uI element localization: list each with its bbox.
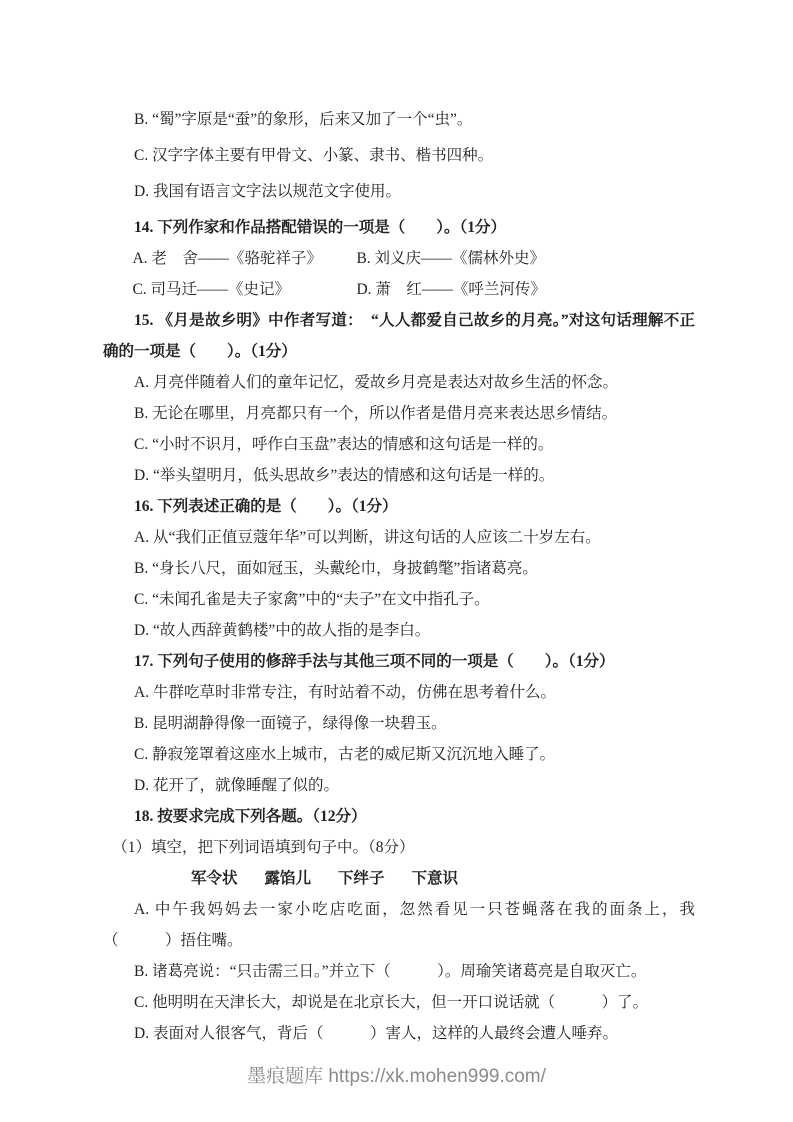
option-17-a: A. 牛群吃草时非常专注，有时站着不动，仿佛在思考着什么。 — [134, 684, 556, 701]
exam-content — [103, 104, 695, 1049]
question-15-stem: 15. 《月是故乡明》中作者写道： “人人都爱自己故乡的月亮。”对这句话理解不正确的一项是（ ）。（1分） — [103, 312, 695, 360]
question-14-stem: 14. 下列作家和作品搭配错误的一项是（ ）。（1分） — [134, 219, 507, 236]
word-bank-item: 军令状 — [191, 870, 238, 887]
option-17-c: C. 静寂笼罩着这座水上城市，古老的威尼斯又沉沉地入睡了。 — [134, 746, 556, 763]
option-14-a: A. 老 舍——《骆驼祥子》 — [132, 250, 322, 267]
option-13-d: D. 我国有语言文字法以规范文字使用。 — [134, 183, 401, 200]
word-bank-item: 下绊子 — [338, 870, 385, 887]
option-18-c: C. 他明明在天津长大，却说是在北京长大，但一开口说话就（ ）了。 — [134, 994, 649, 1011]
question-18-sub1: （1）填空，把下列词语填到句子中。（8分） — [112, 839, 415, 856]
question-14-options-row-2 — [103, 274, 695, 305]
option-15-c: C. “小时不识月，呼作白玉盘”表达的情感和这句话是一样的。 — [134, 436, 554, 453]
footer-link[interactable]: https://xk.mohen999.com/ — [328, 1066, 546, 1087]
option-16-c: C. “未闻孔雀是夫子家禽”中的“夫子”在文中指孔子。 — [134, 591, 490, 608]
word-bank-item: 下意识 — [411, 870, 459, 887]
option-18-a: A. 中午我妈妈去一家小吃店吃面，忽然看见一只苍蝇落在我的面条上，我（ ）捂住嘴。 — [103, 901, 695, 949]
question-18-stem: 18. 按要求完成下列各题。（12分） — [134, 808, 367, 825]
question-16-stem: 16. 下列表述正确的是（ ）。（1分） — [134, 498, 398, 515]
word-bank-item: 露馅儿 — [264, 870, 312, 887]
option-17-d: D. 花开了，就像睡醒了似的。 — [134, 777, 339, 794]
option-18-d: D. 表面对人很客气，背后（ ）害人，这样的人最终会遭人唾弃。 — [134, 1025, 618, 1042]
option-16-d: D. “故人西辞黄鹤楼”中的故人指的是李白。 — [134, 622, 431, 639]
option-18-b: B. 诸葛亮说：“只击需三日。”并立下（ ）。周瑜笑诸葛亮是自取灭亡。 — [134, 963, 647, 980]
option-14-d: D. 萧 红——《呼兰河传》 — [356, 281, 546, 298]
question-17-stem: 17. 下列句子使用的修辞手法与其他三项不同的一项是（ ）。（1分） — [134, 653, 615, 670]
site-footer — [0, 1061, 793, 1088]
option-13-b: B. “蜀”字原是“蚕”的象形，后来又加了一个“虫”。 — [134, 111, 473, 128]
option-16-a: A. 从“我们正值豆蔻年华”可以判断，讲这句话的人应该二十岁左右。 — [134, 529, 601, 546]
question-14-options-row-1 — [103, 243, 695, 274]
option-15-a: A. 月亮伴随着人们的童年记忆，爱故乡月亮是表达对故乡生活的怀念。 — [134, 374, 618, 391]
footer-site-name: 墨痕题库 — [247, 1066, 324, 1087]
word-bank — [103, 863, 695, 894]
option-14-b: B. 刘义庆——《儒林外史》 — [356, 250, 546, 267]
option-15-d: D. “举头望明月，低头思故乡”表达的情感和这句话是一样的。 — [134, 467, 555, 484]
option-13-c: C. 汉字字体主要有甲骨文、小篆、隶书、楷书四种。 — [134, 147, 494, 164]
option-16-b: B. “身长八尺，面如冠玉，头戴纶巾，身披鹤氅”指诸葛亮。 — [134, 560, 538, 577]
option-17-b: B. 昆明湖静得像一面镜子，绿得像一块碧玉。 — [134, 715, 447, 732]
option-15-b: B. 无论在哪里，月亮都只有一个，所以作者是借月亮来表达思乡情结。 — [134, 405, 618, 422]
option-14-c: C. 司马迁——《史记》 — [132, 281, 291, 298]
